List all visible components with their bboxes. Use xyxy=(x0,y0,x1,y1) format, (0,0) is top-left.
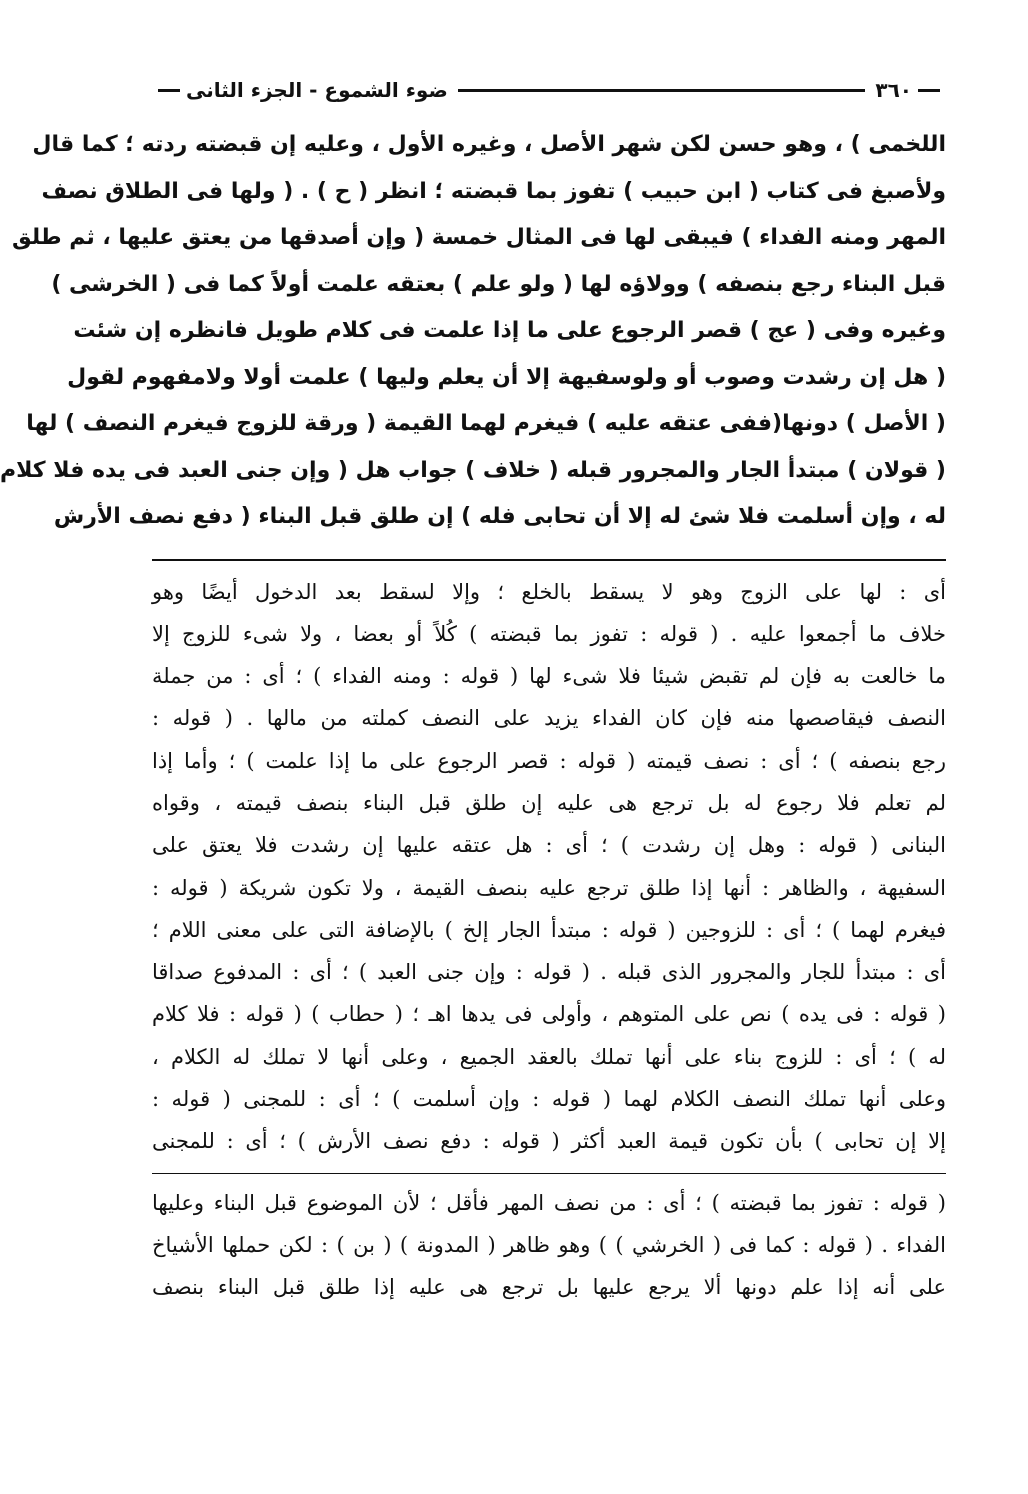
book-page xyxy=(0,70,946,1308)
notes-line: ( قوله : تفوز بما قبضته ) ؛ أى : من نصف المهر فأقل ؛ لأن الموضوع قبل البناء وعليها xyxy=(152,1190,946,1215)
header-dash-right xyxy=(918,89,940,92)
commentary-line: فيغرم لهما ) ؛ أى : للزوجين ( قوله : مبتدأ الجار إلخ ) بالإضافة التى على معنى اللام ؛ xyxy=(152,917,946,942)
commentary-line: البنانى ( قوله : وهل إن رشدت ) ؛ أى : هل عتقه عليها إن رشدت فلا يعتق على xyxy=(152,833,946,858)
commentary-line: السفيهة ، والظاهر : أنها إذا طلق ترجع عليه بنصف القيمة ، ولا تكون شريكة ( قوله : xyxy=(152,875,946,900)
main-text xyxy=(0,122,946,541)
commentary-line: له ) ؛ أى : للزوج بناء على أنها تملك بالعقد الجميع ، وعلى أنها لا تملك له الكلام ، xyxy=(152,1044,946,1069)
page-header xyxy=(152,70,946,110)
main-text-line: ( الأصل ) دونها(ففى عتقه عليه ) فيغرم لهما القيمة ( ورقة للزوج فيغرم النصف ) لها xyxy=(26,411,946,436)
commentary-line: خلاف ما أجمعوا عليه . ( قوله : تفوز بما قبضته ) كُلاً أو بعضا ، ولا شىء للزوج إلا xyxy=(152,621,946,646)
running-title: ضوء الشموع - الجزء الثانى xyxy=(186,78,448,102)
commentary-divider xyxy=(152,559,946,561)
commentary-line: أى : لها على الزوج وهو لا يسقط بالخلع ؛ وإلا لسقط بعد الدخول أيضًا وهو xyxy=(152,579,946,604)
main-text-line: وغيره وفى ( عج ) قصر الرجوع على ما إذا علمت فى كلام طويل فانظره إن شئت xyxy=(73,318,946,343)
main-text-line: اللخمى ) ، وهو حسن لكن شهر الأصل ، وغيره الأول ، وعليه إن قبضته ردته ؛ كما قال xyxy=(32,132,946,157)
commentary-line: إلا إن تحابى ) بأن تكون قيمة العبد أكثر ( قوله : دفع نصف الأرش ) ؛ أى : للمجنى xyxy=(152,1129,946,1154)
commentary-line: لم تعلم فلا رجوع له بل ترجع هى عليه إن طلق قبل البناء بنصف قيمته ، وقواه xyxy=(152,790,946,815)
main-text-line: قبل البناء رجع بنصفه ) وولاؤه لها ( ولو علم ) بعتقه علمت أولاً كما فى ( الخرشى ) xyxy=(51,271,946,297)
header-dash-left xyxy=(158,89,180,92)
main-text-line: ( هل إن رشدت وصوب أو ولوسفيهة إلا أن يعلم وليها ) علمت أولا ولامفهوم لقول xyxy=(67,364,946,390)
notes-divider xyxy=(152,1173,946,1174)
commentary-line: ما خالعت به فإن لم تقبض شيئا فلا شىء لها ( قوله : ومنه الفداء ) ؛ أى : من جملة xyxy=(152,664,946,689)
commentary-line: ( قوله : فى يده ) نص على المتوهم ، وأولى فى يدها اهـ ؛ ( حطاب ) ( قوله : فلا كلام xyxy=(152,1002,946,1027)
main-text-line: المهر ومنه الفداء ) فيبقى لها فى المثال خمسة ( وإن أصدقها من يعتق عليها ، ثم طلق xyxy=(12,225,946,250)
main-text-line: ولأصبغ فى كتاب ( ابن حبيب ) تفوز بما قبضته ؛ انظر ( ح ) . ( ولها فى الطلاق نصف xyxy=(41,178,946,204)
notes-line: الفداء . ( قوله : كما فى ( الخرشي ) ) وهو ظاهر ( المدونة ) ( بن ) : لكن حملها الأشياخ xyxy=(152,1232,946,1257)
notes-text xyxy=(152,1182,946,1308)
commentary-line: النصف فيقاصصها منه فإن كان الفداء يزيد على النصف كملته من مالها . ( قوله : xyxy=(152,706,946,731)
header-rule xyxy=(458,89,866,92)
commentary-text xyxy=(152,571,946,1163)
main-text-line: له ، وإن أسلمت فلا شئ له إلا أن تحابى فله ) إن طلق قبل البناء ( دفع نصف الأرش xyxy=(53,504,946,529)
commentary-line: وعلى أنها تملك النصف الكلام لهما ( قوله : وإن أسلمت ) ؛ أى : للمجنى ( قوله : xyxy=(152,1087,946,1112)
notes-line: على أنه إذا علم دونها ألا يرجع عليها بل ترجع هى عليه إذا طلق قبل البناء بنصف xyxy=(152,1274,946,1299)
commentary-line: رجع بنصفه ) ؛ أى : نصف قيمته ( قوله : قصر الرجوع على ما إذا علمت ) ؛ وأما إذا xyxy=(152,748,946,773)
main-text-line: ( قولان ) مبتدأ الجار والمجرور قبله ( خلاف ) جواب هل ( وإن جنى العبد فى يده فلا كلام xyxy=(0,457,946,483)
page-number: ٣٦٠ xyxy=(875,78,912,102)
commentary-line: أى : مبتدأ للجار والمجرور الذى قبله . ( قوله : وإن جنى العبد ) ؛ أى : المدفوع صداقا xyxy=(152,960,946,985)
